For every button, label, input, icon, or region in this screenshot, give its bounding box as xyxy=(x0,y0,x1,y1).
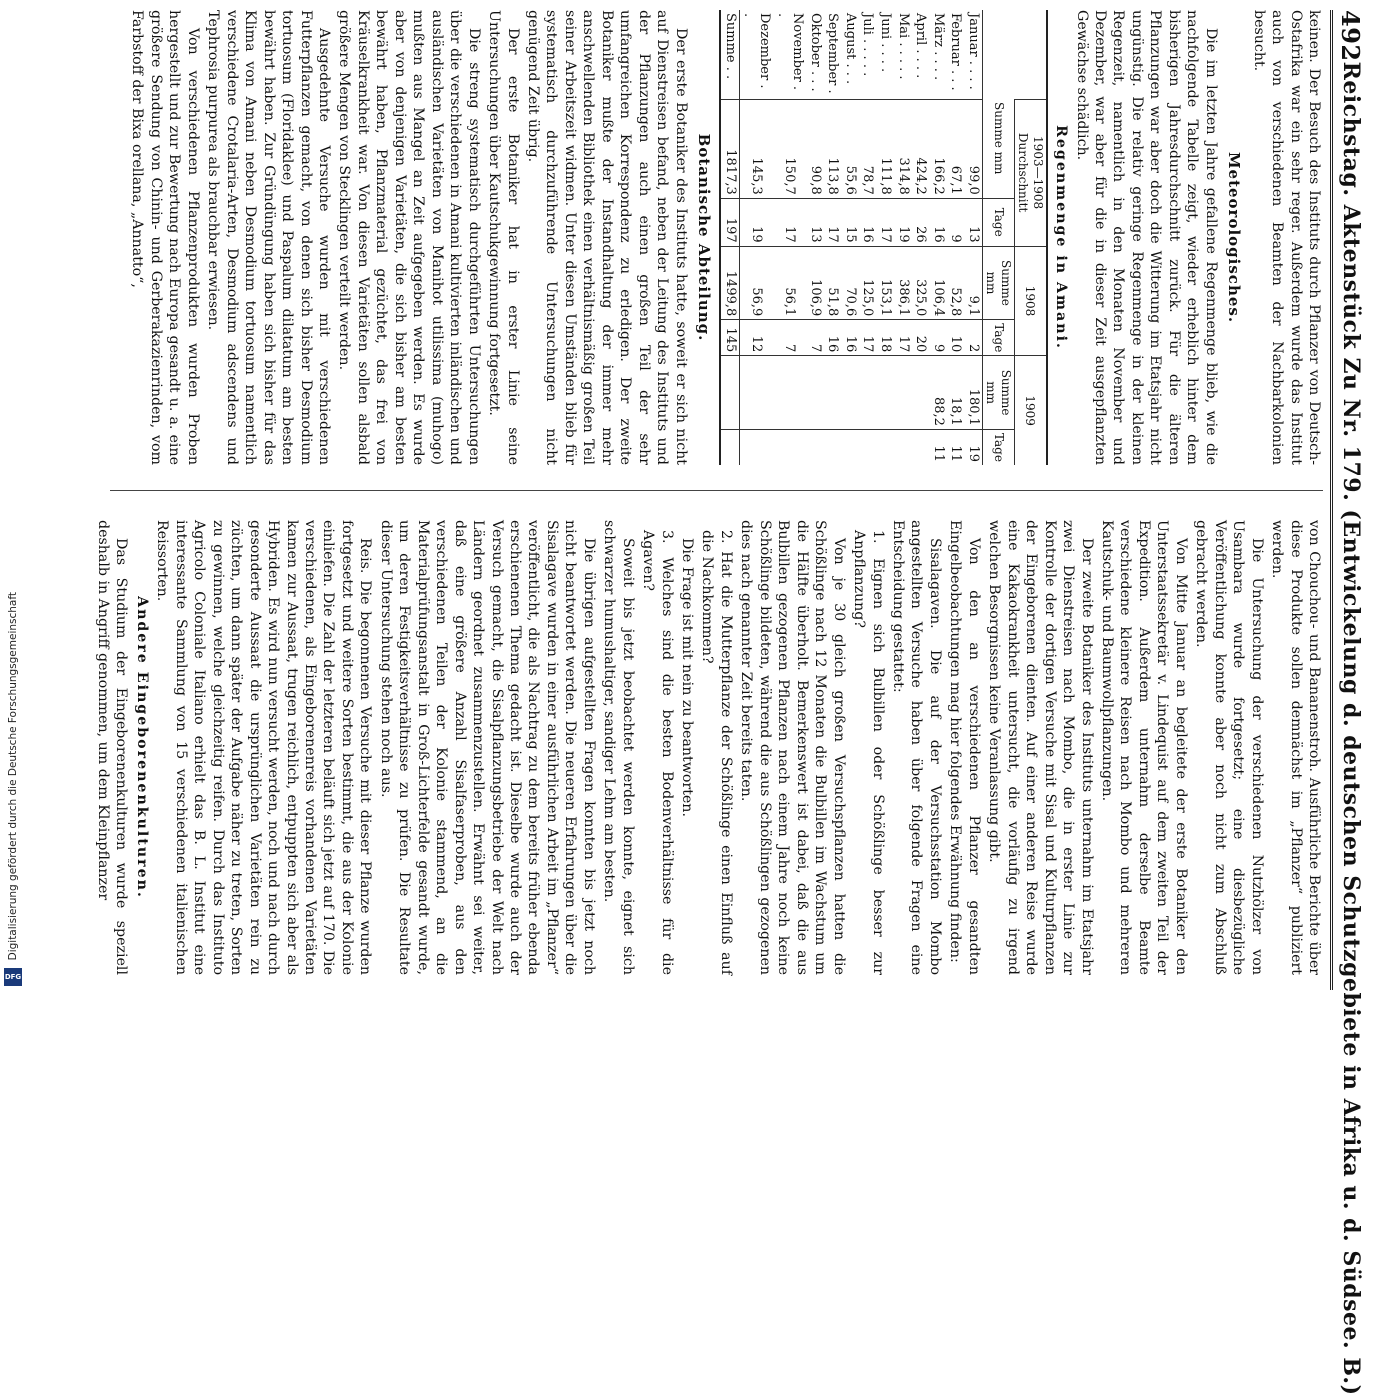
botany-paragraph: Von verschiedenen Pflanzenprodukten wurden Proben hergestellt und zur Bewertung nach Europa gesandt u. a. eine größere Sendung von Chinin- und Gerberakazienrinden, vom Farbstoff der Bixa orellana, „Annatto“, xyxy=(129,10,201,465)
value-cell: 1499,8 xyxy=(720,246,739,320)
value-cell xyxy=(806,356,824,430)
value-cell: 17 xyxy=(894,320,912,356)
value-cell: 113,8 xyxy=(824,99,842,198)
month-header xyxy=(983,10,1047,99)
value-cell xyxy=(841,429,859,465)
table-row xyxy=(859,10,877,465)
month-cell: Summe . . xyxy=(720,10,739,99)
value-cell: 197 xyxy=(720,198,739,246)
intro-paragraph: keinen. Der Besuch des Instituts durch Pflanzer von Deutsch-Ostafrika war ein sehr reger. Außerdem wurde das Institut auch von verschiedenen Beamten der Nachbarkolonien besucht. xyxy=(1250,10,1322,465)
table-row xyxy=(964,10,982,465)
value-cell xyxy=(912,356,930,430)
value-cell: 56,9 xyxy=(739,246,773,320)
table-row xyxy=(841,10,859,465)
subheader: Summe mm xyxy=(983,356,1015,430)
value-cell: 16 xyxy=(841,320,859,356)
page-header xyxy=(1330,10,1369,1396)
body-paragraph: Von je 30 gleich großen Versuchspflanzen hatten die Schößlinge nach 12 Monaten die Bulbillen im Wachstum um die Hälfte überholt. Bemerkenswert ist dabei, daß die aus Bulbillen gezogenen Pflanzen nach einem Jahre noch keine Schößlinge bildeten, während die aus Schößlingen gezogenen dies nach genannter Zeit bereits taten. xyxy=(738,520,847,975)
value-cell: 70,6 xyxy=(841,246,859,320)
value-cell: 56,1 xyxy=(773,246,806,320)
value-cell: 19 xyxy=(894,198,912,246)
native-crops-heading: Andere Eingeborenenkulturen. xyxy=(133,596,150,899)
digitization-footer xyxy=(0,0,26,1000)
group-header: 1908 xyxy=(1014,246,1046,356)
value-cell xyxy=(773,429,806,465)
meteorology-paragraph: Die im letzten Jahre gefallene Regenmenge blieb, wie die nachfolgende Tabelle zeigt, wieder erheblich hinter dem bisherigen Jahresdurchschnitt zurück. Für die älteren Pflanzungen war aber doch die Witterung im Etatsjahr nicht ungünstig. Die relativ geringe Regenmenge in der kleinen Regenzeit, namentlich in den Monaten November und Dezember, war aber für die in dieser Zeit ausgepflanzten Gewächse schädlich. xyxy=(1073,10,1219,465)
value-cell xyxy=(739,429,773,465)
value-cell: 150,7 xyxy=(773,99,806,198)
table-row xyxy=(929,10,947,465)
value-cell: 145,3 xyxy=(739,99,773,198)
body-paragraph: Sisalagaven. Die auf der Versuchsstation Mombo angestellten Versuche haben über folgende Fragen eine Entscheidung gestattet: xyxy=(890,520,943,975)
value-cell: 55,6 xyxy=(841,99,859,198)
value-cell: 11 xyxy=(947,429,965,465)
value-cell: 20 xyxy=(912,320,930,356)
value-cell xyxy=(773,356,806,430)
value-cell: 125,0 xyxy=(859,246,877,320)
value-cell xyxy=(824,429,842,465)
value-cell: 7 xyxy=(806,320,824,356)
rainfall-table-body xyxy=(720,10,982,465)
value-cell: 166,2 xyxy=(929,99,947,198)
page-number: 492 xyxy=(1336,10,1366,62)
month-cell: November . . xyxy=(774,13,806,91)
botany-paragraph: Der erste Botaniker des Instituts hatte, soweit er sich nicht auf Dienstreisen befand, neben der Leitung des Instituts und der Pflanzungen auch einen großen Teil der sehr umfangreichen Korrespondenz zu erledigen. Der zweite Botaniker mußte der Instandhaltung der immer mehr anschwellenden Bibliothek einen verhältnismäßig großen Teil seiner Arbeitszeit widmen. Unter diesen Umständen blieb für systematisch durchzuführende Untersuchungen nicht genügend Zeit übrig. xyxy=(525,10,689,465)
table-row xyxy=(824,10,842,465)
sum-row xyxy=(720,10,739,465)
column-divider xyxy=(110,490,1323,491)
group-header: 1909 xyxy=(1014,356,1046,465)
value-cell: 9,1 xyxy=(964,246,982,320)
value-cell: 51,8 xyxy=(824,246,842,320)
subheader: Tage xyxy=(983,429,1015,465)
funding-note: Digitalisierung gefördert durch die Deutsche Forschungsgemeinschaft xyxy=(7,591,19,960)
botany-paragraph: Der erste Botaniker hat in erster Linie seine Untersuchungen über Kautschukgewinnung fortgesetzt. xyxy=(486,10,521,465)
value-cell xyxy=(859,356,877,430)
value-cell xyxy=(720,356,739,430)
month-cell: September . xyxy=(825,13,841,94)
value-cell: 99,0 xyxy=(964,99,982,198)
question-item: 3. Welches sind die besten Bodenverhältnisse für die Agaven? xyxy=(640,530,675,975)
value-cell: 13 xyxy=(806,198,824,246)
table-row xyxy=(739,10,773,465)
value-cell: 17 xyxy=(824,198,842,246)
body-paragraph: Soweit bis jetzt beobachtet werden konnte, eignet sich schwarzer humushaltiger, sandiger Lehm am besten. xyxy=(601,520,636,975)
value-cell: 314,8 xyxy=(894,99,912,198)
value-cell: 90,8 xyxy=(806,99,824,198)
value-cell xyxy=(912,429,930,465)
value-cell xyxy=(876,356,894,430)
body-paragraph: Das Studium der Eingeborenenkulturen wurde speziell deshalb in Angriff genommen, um dem Kleinpflanzer xyxy=(95,520,130,975)
group-header: 1903—1908 Durchschnitt xyxy=(1014,99,1046,246)
value-cell: 106,9 xyxy=(806,246,824,320)
table-row xyxy=(773,10,806,465)
month-cell: März . . . . xyxy=(930,13,946,81)
month-cell: Juli . . . . . xyxy=(860,13,876,77)
month-cell: April . . . . xyxy=(913,13,929,79)
value-cell: 26 xyxy=(912,198,930,246)
value-cell: 16 xyxy=(929,198,947,246)
subheader: Tage xyxy=(983,198,1015,246)
value-cell: 16 xyxy=(859,198,877,246)
value-cell: 1817,3 xyxy=(720,99,739,198)
subheader: Summe mm xyxy=(983,246,1015,320)
value-cell xyxy=(894,356,912,430)
rain-table-title: Regenmenge in Amani. xyxy=(1053,125,1070,350)
table-row xyxy=(947,10,965,465)
value-cell xyxy=(739,356,773,430)
value-cell: 19 xyxy=(739,198,773,246)
value-cell xyxy=(720,429,739,465)
body-paragraph: Von Mitte Januar an begleitete der erste Botaniker den Unterstaatssekretär v. Lindequist auf dem zweiten Teil der Expedition. Außerdem unternahm derselbe Beamte verschiedene kleinere Reisen nach Mombo und mehreren Kautschuk- und Baumwollpflanzungen. xyxy=(1099,520,1189,975)
value-cell: 12 xyxy=(739,320,773,356)
botany-heading: Botanische Abteilung. xyxy=(695,133,714,342)
rainfall-table xyxy=(719,10,1047,465)
value-cell: 325,0 xyxy=(912,246,930,320)
value-cell: 153,1 xyxy=(876,246,894,320)
dfg-logo: DFG xyxy=(4,968,22,986)
question-item: 2. Hat die Mutterpflanze der Schößlinge einen Einfluß auf die Nachkommen? xyxy=(699,530,734,975)
value-cell: 13 xyxy=(964,198,982,246)
subheader: Tage xyxy=(983,320,1015,356)
table-row xyxy=(894,10,912,465)
left-column xyxy=(110,10,1323,465)
value-cell: 2 xyxy=(964,320,982,356)
question-item: 1. Eignen sich Bulbillen oder Schößlinge besser zur Anpflanzung? xyxy=(851,530,886,975)
value-cell xyxy=(876,429,894,465)
value-cell xyxy=(859,429,877,465)
body-paragraph: Der zweite Botaniker des Instituts unternahm im Etatsjahr zwei Dienstreisen nach Mombo, die in erster Linie zur Kontrolle der dortigen Versuche mit Sisal und Kulturpflanzen der Eingeborenen dienten. Auf einer anderen Reise wurde eine Kakaokrankheit untersucht, die vorläufig zu irgend welchen Besorgnissen keine Veranlassung gibt. xyxy=(986,520,1095,975)
value-cell: 15 xyxy=(841,198,859,246)
body-paragraph: von Chouchou- und Bananenstroh. Ausführliche Berichte über diese Produkte sollen demnächst im „Pflanzer“ publiziert werden. xyxy=(1269,520,1322,975)
value-cell: 19 xyxy=(964,429,982,465)
value-cell: 17 xyxy=(859,320,877,356)
value-cell: 18,1 xyxy=(947,356,965,430)
value-cell: 17 xyxy=(876,198,894,246)
month-cell: Mai . . . . . xyxy=(895,13,911,80)
value-cell: 18 xyxy=(876,320,894,356)
month-cell: Dezember . . xyxy=(741,13,772,89)
value-cell: 67,1 xyxy=(947,99,965,198)
month-cell: Oktober . . . xyxy=(807,13,823,92)
value-cell: 7 xyxy=(773,320,806,356)
month-cell: Juni . . . . xyxy=(878,13,894,73)
body-paragraph: Die Frage ist mit nein zu beantworten. xyxy=(679,538,696,817)
value-cell: 88,2 xyxy=(929,356,947,430)
meteorology-heading: Meteorologisches. xyxy=(1225,151,1244,324)
value-cell: 9 xyxy=(929,320,947,356)
table-row xyxy=(876,10,894,465)
table-row xyxy=(806,10,824,465)
value-cell: 424,2 xyxy=(912,99,930,198)
botany-paragraph: Die streng systematisch durchgeführten Untersuchungen über die verschiedenen in Amani kultivierten inländischen und ausländischen Varietäten von Manihot utilissima (muhogo) mußten aus Mangel an Zeit aufgegeben werden. Es wurde aber von denjenigen Varietäten, die sich bisher am besten bewährt haben, Pflanzmaterial gezüchtet, das frei von Kräuselkrankheit war. Von diesen Varietäten sollen alsbald größere Mengen von Stecklingen verteilt werden. xyxy=(336,10,482,465)
value-cell: 52,8 xyxy=(947,246,965,320)
value-cell: 10 xyxy=(947,320,965,356)
value-cell xyxy=(806,429,824,465)
month-cell: Februar . . . xyxy=(948,13,964,91)
botany-paragraph: Ausgedehnte Versuche wurden mit verschiedenen Futterpflanzen gemacht, von denen sich bisher Desmodium tortuosum (Floridaklee) und Paspalum dilatatum am besten bewährt haben. Zur Gründüngung haben sich bisher für das Klima von Amani neben Desmodium tortuosum namentlich verschiedene Crotalaria-Arten, Desmodium adscendens und Tephrosia purpurea als brauchbar erwiesen. xyxy=(205,10,333,465)
table-row xyxy=(912,10,930,465)
value-cell: 11 xyxy=(929,429,947,465)
value-cell: 17 xyxy=(773,198,806,246)
body-paragraph: Von den an verschiedenen Pflanzer gesandten Eingelbeobachtungen mag hier folgendes Erwähnung finden: xyxy=(947,520,982,975)
body-paragraph: Die übrigen aufgestellten Fragen konnten bis jetzt noch nicht beantwortet werden. Die neueren Erfahrungen über die Sisalagave wurden in einer ausführlichen Arbeit im „Pflanzer“ veröffentlicht, die als Nachtrag zu dem bereits früher ebenda erschienenen Thema gedacht ist. Dieselbe wurde auch der Versuch gemacht, die Sisalpflanzungsbetriebe der Welt nach Ländern geordnet zusammenzustellen. Erwähnt sei weiter, daß eine größere Anzahl Sisalfaserproben, aus den verschiedenen Teilen der Kolonie stammend, an die Materialprüfungsanstalt in Groß-Lichterfelde gesandt wurde, um deren Festigkeitsverhältnisse zu prüfen. Die Resultate dieser Untersuchung stehen noch aus. xyxy=(377,520,597,975)
value-cell xyxy=(894,429,912,465)
value-cell: 9 xyxy=(947,198,965,246)
value-cell: 16 xyxy=(824,320,842,356)
value-cell xyxy=(841,356,859,430)
value-cell: 111,8 xyxy=(876,99,894,198)
value-cell: 386,1 xyxy=(894,246,912,320)
body-paragraph: Reis. Die begonnenen Versuche mit dieser Pflanze wurden fortgesetzt und weitere Sorten bestimmt, die aus der Kolonie einliefen. Die Zahl der letzteren beläuft sich jetzt auf 170. Die verschiedenen, als Eingeborenenreis vorhandenen Varietäten kamen zur Aussaat, trugen reichlich, entpuppten sich aber als Hybriden. Es wird nun versucht werden, noch und nach durch gesonderte Aussaat die ursprünglichen Varietäten rein zu züchten, um dann später der Aufgabe näher zu treten, Sorten zu gewinnen, welche gleichzeitig reifen. Durch das Instituto Agricolo Coloniale Italiano erhielt das B. L. Institut eine interessante Sammlung von 15 verschiedenen italienischen Reissorten. xyxy=(154,520,374,975)
value-cell: 78,7 xyxy=(859,99,877,198)
subheader: Summe mm xyxy=(983,99,1015,198)
month-cell: August . . . xyxy=(842,13,858,85)
value-cell: 145 xyxy=(720,320,739,356)
month-cell: Januar . . . . xyxy=(966,13,982,90)
value-cell xyxy=(824,356,842,430)
body-paragraph: Die Untersuchung der verschiedenen Nutzhölzer von Usambara wurde fortgesetzt; eine diesbezügliche Veröffentlichung konnte aber noch nicht zum Abschluß gebracht werden. xyxy=(1193,520,1265,975)
right-column xyxy=(95,520,1323,975)
value-cell: 180,1 xyxy=(964,356,982,430)
value-cell: 106,4 xyxy=(929,246,947,320)
running-title: Reichstag. Aktenstück Zu Nr. 179. (Entwickelung d. deutschen Schutzgebiete in Afrika u. d. Südsee. B.) xyxy=(1338,61,1364,1396)
